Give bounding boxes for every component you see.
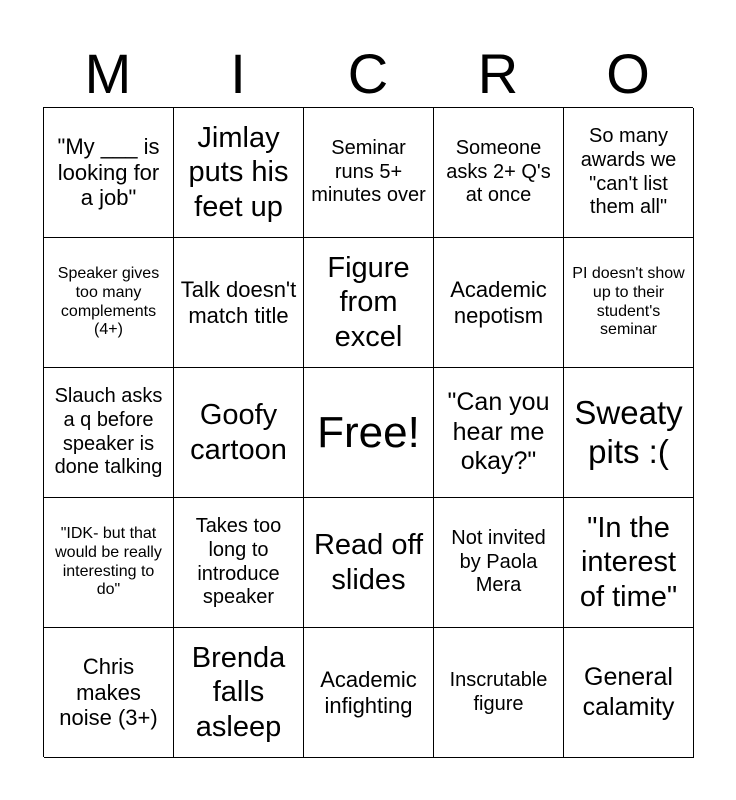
bingo-cell-r5c2[interactable] [174,628,304,758]
bingo-cell-r3c2[interactable] [174,368,304,498]
bingo-cell-r1c3[interactable] [304,108,434,238]
bingo-cell-r2c4[interactable] [434,238,564,368]
bingo-cell-r4c3[interactable] [304,498,434,628]
cell-text: Sweaty pits :( [574,393,683,470]
header-letter-o: O [606,42,650,105]
bingo-cell-r1c5[interactable] [564,108,694,238]
cell-text: "Can you hear me okay?" [447,388,550,476]
cell-text: "My ___ is looking for a job" [57,133,160,211]
bingo-cell-r5c3[interactable] [304,628,434,758]
cell-text: General calamity [582,663,675,721]
bingo-cell-r1c4[interactable] [434,108,564,238]
bingo-cell-r4c4[interactable] [434,498,564,628]
header-letter-i: I [230,42,246,105]
bingo-cell-r5c5[interactable] [564,628,694,758]
cell-text: Brenda falls asleep [191,642,286,743]
cell-text: Talk doesn't match title [180,276,297,328]
bingo-cell-r4c1[interactable] [44,498,174,628]
cell-text: So many awards we "can't list them all" [580,125,677,219]
bingo-cell-r4c2[interactable] [174,498,304,628]
bingo-cell-free[interactable] [304,368,434,498]
cell-text: Seminar runs 5+ minutes over [311,137,426,207]
cell-text: Someone asks 2+ Q's at once [446,137,551,207]
cell-text: Chris makes noise (3+) [59,653,158,731]
bingo-board [43,107,693,757]
header-letter-r: R [477,42,519,105]
cell-text: Takes too long to introduce speaker [195,515,282,609]
bingo-cell-r3c5[interactable] [564,368,694,498]
bingo-cell-r5c4[interactable] [434,628,564,758]
bingo-cell-r4c5[interactable] [564,498,694,628]
header-letter-m: M [84,42,132,105]
bingo-cell-r3c1[interactable] [44,368,174,498]
bingo-cell-r2c5[interactable] [564,238,694,368]
bingo-header [43,40,693,108]
bingo-cell-r1c2[interactable] [174,108,304,238]
bingo-cell-r5c1[interactable] [44,628,174,758]
cell-text: PI doesn't show up to their student's seminar [572,264,685,339]
bingo-cell-r2c2[interactable] [174,238,304,368]
cell-text: Not invited by Paola Mera [451,527,546,597]
bingo-cell-r2c1[interactable] [44,238,174,368]
cell-text: Jimlay puts his feet up [188,122,289,223]
cell-text: Figure from excel [327,252,410,353]
free-space-text: Free! [317,407,420,457]
cell-text: Academic infighting [320,666,417,718]
bingo-cell-r1c1[interactable] [44,108,174,238]
cell-text: Slauch asks a q before speaker is done talking [54,385,163,479]
bingo-cell-r3c4[interactable] [434,368,564,498]
cell-text: Read off slides [313,529,424,596]
cell-text: "IDK- but that would be really interesting to do" [55,524,162,599]
cell-text: Academic nepotism [450,276,547,328]
bingo-cell-r2c3[interactable] [304,238,434,368]
cell-text: Goofy cartoon [190,399,287,466]
cell-text: "In the interest of time" [579,512,678,613]
header-letter-c: C [347,42,389,105]
cell-text: Speaker gives too many complements (4+) [57,264,160,339]
cell-text: Inscrutable figure [449,668,548,715]
